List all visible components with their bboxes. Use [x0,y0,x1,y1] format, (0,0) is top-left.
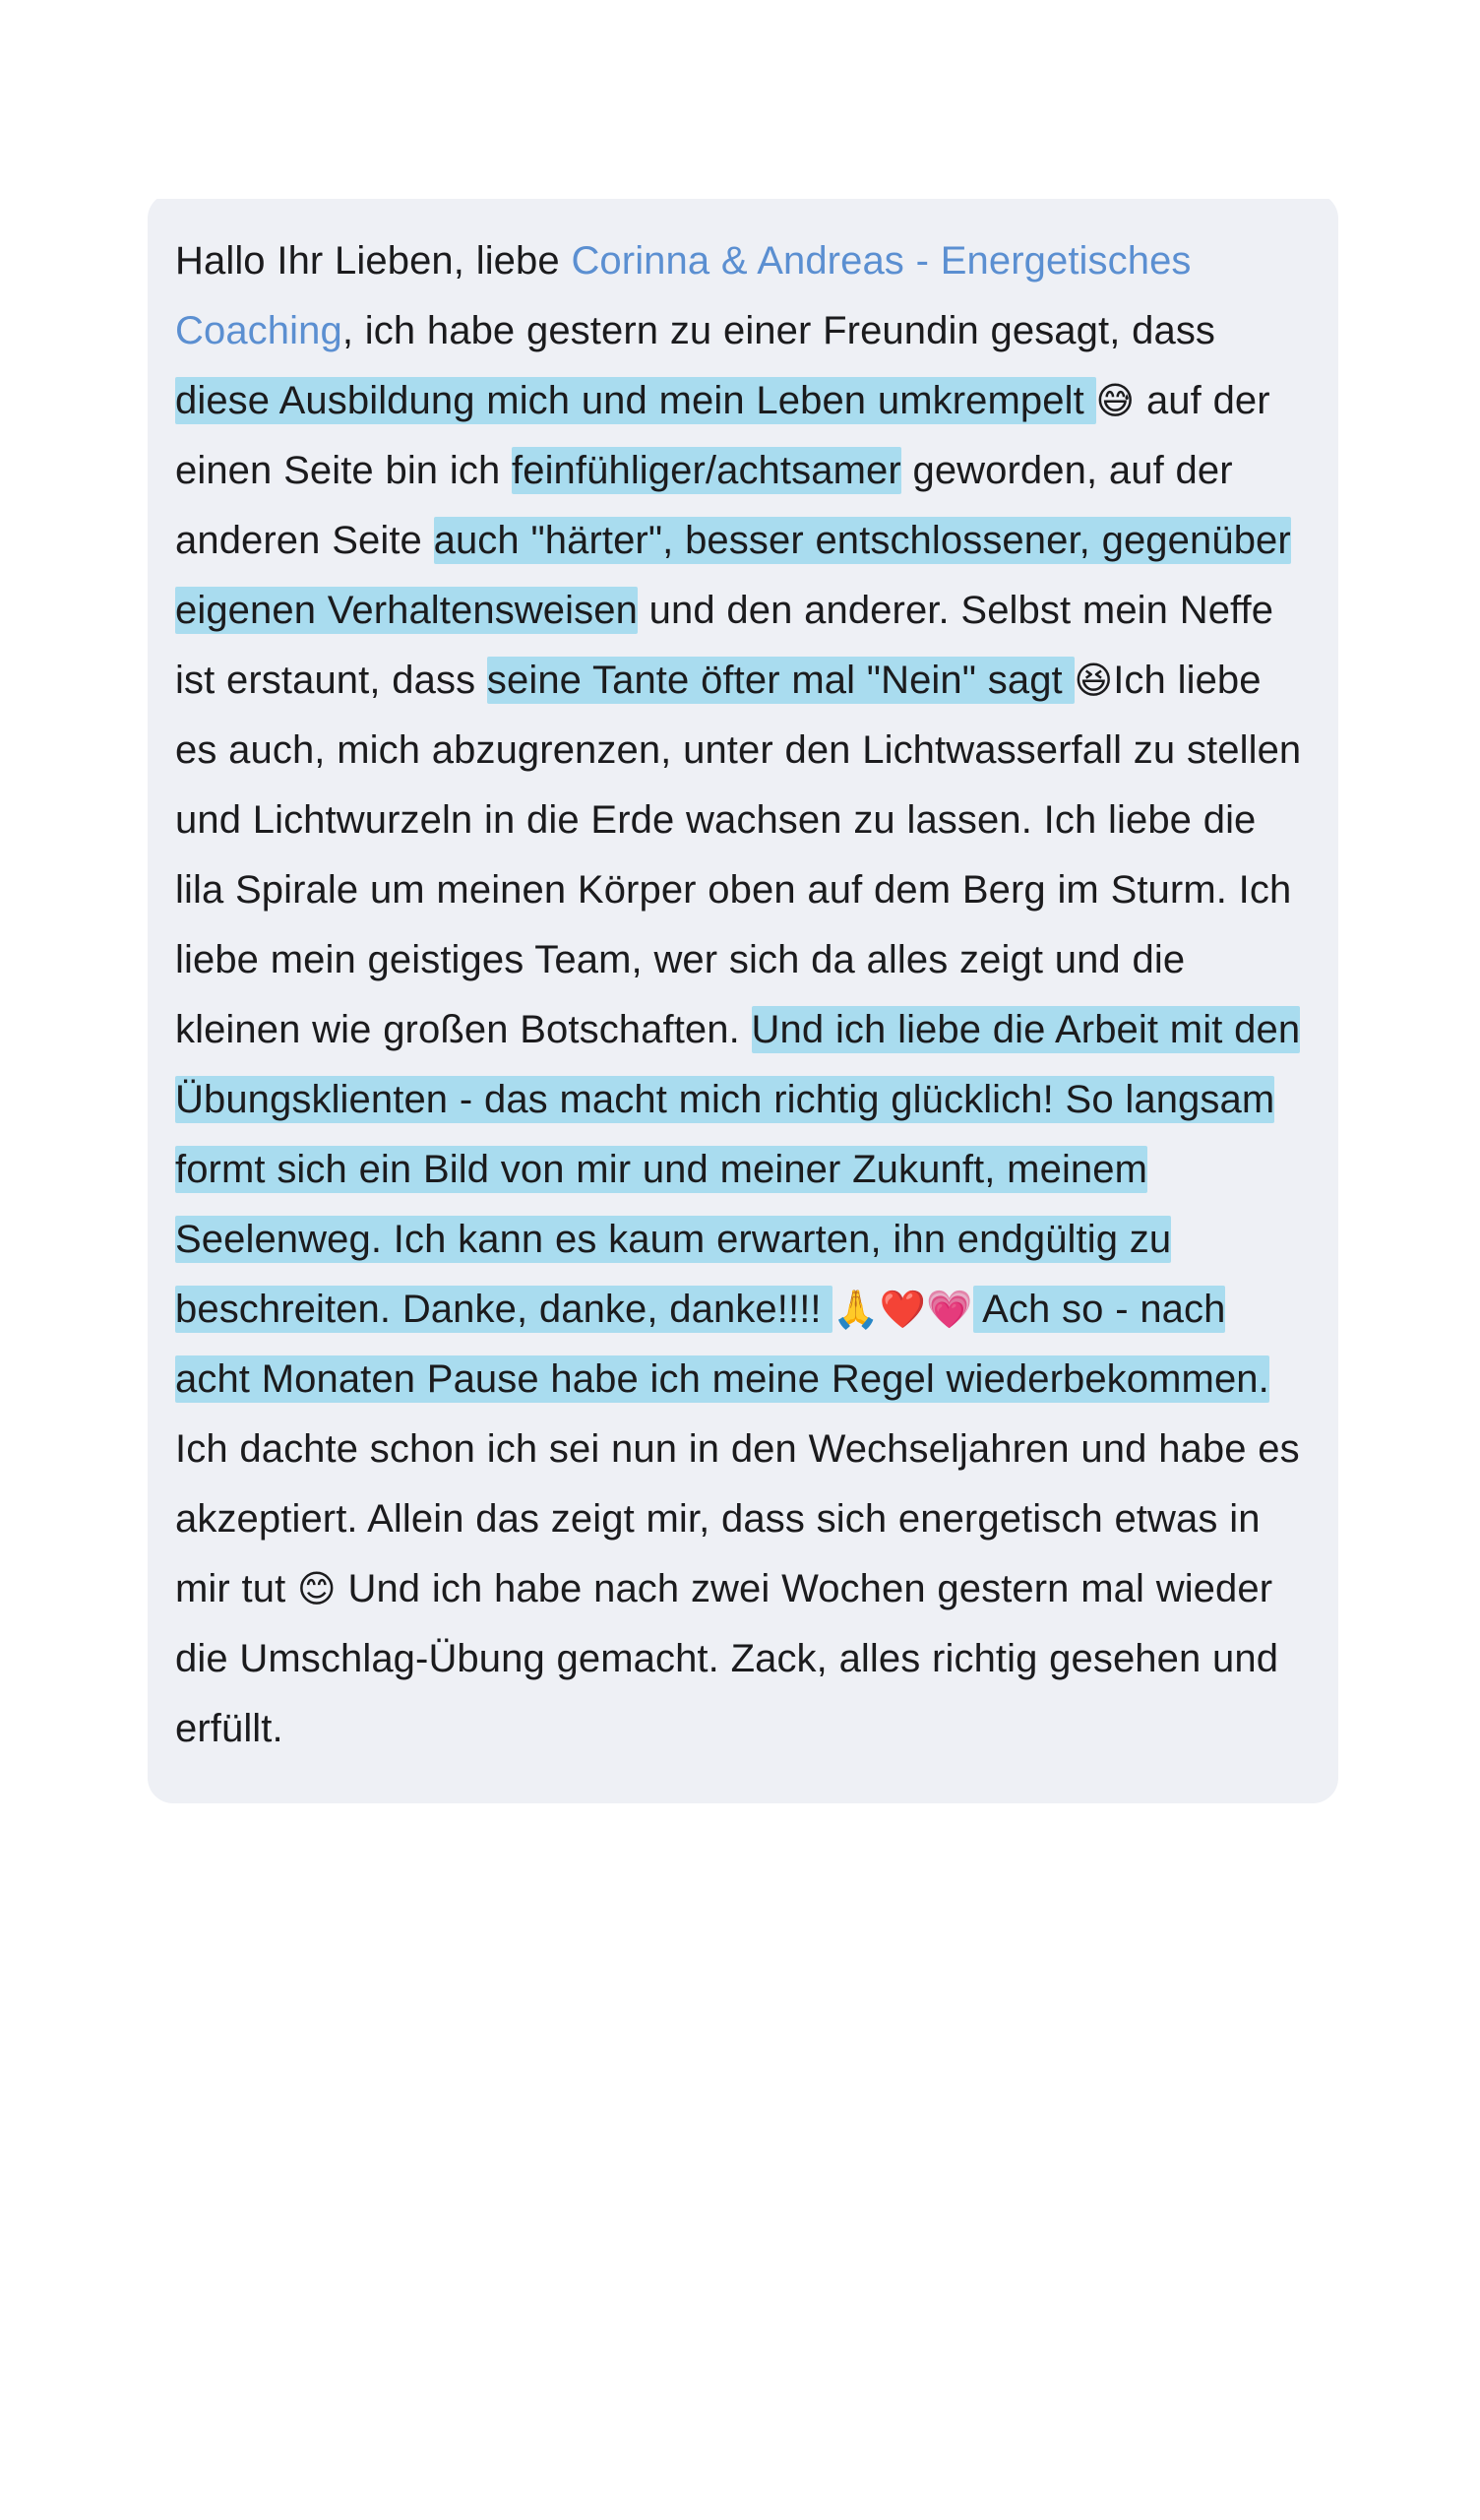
highlighted-text: feinfühliger/achtsamer [512,449,901,492]
text-fragment: Und ich habe nach zwei Wochen gestern mal wieder die Umschlag-Übung gemacht. Zack, alles richtig gesehen und erfüllt. [175,1567,1279,1750]
post-paragraph [175,226,1311,1764]
text-fragment: Hallo Ihr Lieben, liebe [175,239,572,283]
highlighted-text: auch "härter", besser entschlossener, gegenüber eigenen Verhaltensweisen [175,519,1291,632]
text-fragment: und den anderer. Selbst mein Neffe ist erstaunt, dass [175,589,1274,702]
text-fragment: Ich liebe es auch, mich abzugrenzen, unter den Lichtwasserfall zu stellen und Lichtwurzeln in die Erde wachsen zu lassen. Ich liebe die lila Spirale um meinen Körper oben auf dem Berg im Sturm. Ich liebe mein geistiges Team, wer sich da alles zeigt und die kleinen wie großen Botschaften. [175,659,1302,1051]
mention-link[interactable]: Corinna & Andreas - Energetisches Coaching [175,239,1192,352]
text-fragment: Ich dachte schon ich sei nun in den Wechseljahren und habe es akzeptiert. Allein das zeigt mir, dass sich energetisch etwas in mir tut [175,1427,1300,1610]
text-fragment: auf der einen Seite bin ich [175,379,1270,492]
prayer-heart-emoji: 🙏❤️💗 [832,1288,973,1331]
highlighted-text: seine Tante öfter mal "Nein" sagt [486,659,1075,702]
highlighted-text: diese Ausbildung mich und mein Leben umkrempelt [175,379,1096,422]
highlighted-text: Und ich liebe die Arbeit mit den Übungsklienten - das macht mich richtig glücklich! So langsam formt sich ein Bild von mir und meiner Zukunft, meinem Seelenweg. Ich kann es kaum erwarten, ihn endgültig zu beschreiten. Danke, danke, danke!!!! [175,1008,1301,1331]
post-card [148,193,1338,1803]
text-fragment: , ich habe gestern zu einer Freundin gesagt, dass [341,309,1216,352]
post-body-text [175,226,1311,1764]
highlighted-text: Ach so - nach acht Monaten Pause habe ich meine Regel wiederbekommen. [175,1288,1269,1401]
laughing-emoji: 😆 [1074,659,1114,702]
smiling-face-emoji: 😊 [297,1567,337,1610]
text-fragment: geworden, auf der anderen Seite [175,449,1233,562]
grinning-sweat-emoji: 😅 [1095,379,1136,422]
